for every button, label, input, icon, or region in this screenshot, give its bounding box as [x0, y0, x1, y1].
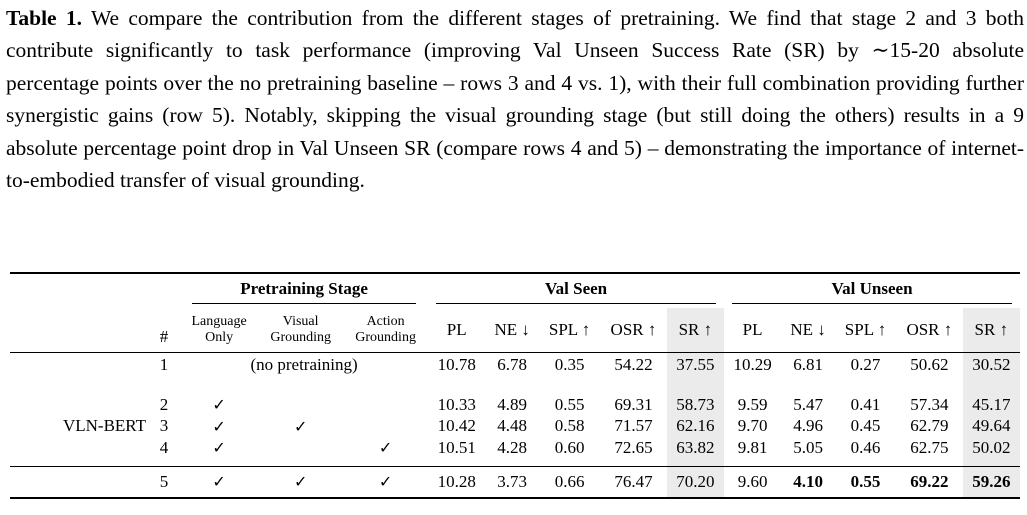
cell: 4.89: [497, 394, 528, 414]
cell: 10.51: [437, 437, 476, 457]
header-seen-sr: SR ↑: [667, 308, 724, 353]
header-val-seen: Val Seen: [428, 273, 724, 308]
cell: 30.52: [963, 353, 1020, 385]
header-seen-ne: NE ↓: [494, 320, 530, 339]
results-table-container: [10, 272, 1020, 499]
cell: 59.26: [963, 466, 1020, 498]
cell: 62.16: [667, 415, 724, 438]
cell: 5.05: [793, 437, 823, 457]
cell: 49.64: [963, 415, 1020, 438]
check-icon: ✓: [293, 416, 308, 436]
table-caption: [6, 2, 1024, 196]
cell: 9.70: [737, 416, 768, 435]
check-icon: ✓: [212, 438, 226, 457]
cell: 4.10: [793, 471, 823, 491]
cell: 71.57: [614, 416, 653, 435]
cell: 54.22: [614, 354, 653, 374]
cell: 0.55: [850, 471, 881, 491]
caption-label: Table 1.: [6, 6, 83, 30]
row-number: 3: [159, 416, 169, 435]
header-unseen-ne: NE ↓: [790, 320, 826, 339]
cell: 6.81: [793, 354, 823, 374]
no-pretraining-label: (no pretraining): [250, 354, 358, 374]
header-unseen-osr: OSR ↑: [906, 320, 953, 339]
header-action-grounding: Action Grounding: [355, 314, 416, 345]
cell: 37.55: [667, 353, 724, 385]
caption-text: We compare the contribution from the different stages of pretraining. We find that stage 2 and 3 both contribute significantly to task performance (improving Val Unseen Success Rate (SR) by ∼15-20 absolute percentage points over the no pretraining baseline – rows 3 and 4 vs. 1), with their full combination providing further synergistic gains (row 5). Notably, skipping the visual grounding stage (but still doing the others) results in a 9 absolute percentage point drop in Val Unseen SR (compare rows 4 and 5) – demonstrating the importance of internet-to-embodied transfer of visual grounding.: [6, 6, 1024, 193]
cell: 76.47: [614, 471, 653, 491]
header-val-unseen: Val Unseen: [724, 273, 1020, 308]
header-unseen-pl: PL: [742, 320, 763, 339]
cell: 0.46: [850, 437, 881, 457]
cell: 0.55: [554, 394, 585, 414]
cell: 58.73: [667, 385, 724, 415]
cell: 63.82: [667, 438, 724, 467]
cell: 69.22: [910, 471, 949, 491]
check-icon: ✓: [293, 472, 308, 492]
check-icon: ✓: [378, 472, 393, 492]
check-icon: ✓: [212, 395, 226, 414]
cell: 0.58: [554, 416, 585, 435]
cell: 57.34: [910, 394, 949, 414]
table-row: [10, 415, 1020, 438]
header-language-only: Language Only: [191, 314, 247, 345]
cell: 0.60: [554, 437, 585, 457]
cell: 4.48: [497, 416, 528, 435]
table-row: [10, 353, 1020, 385]
cell: 10.33: [437, 394, 476, 414]
results-table: [10, 272, 1020, 499]
row-number: 2: [159, 394, 169, 414]
table-row: [10, 438, 1020, 467]
row-number: 1: [159, 354, 169, 374]
cell: 10.29: [733, 354, 772, 374]
cell: 9.81: [737, 437, 768, 457]
cell: 4.28: [497, 437, 528, 457]
table-row: [10, 385, 1020, 415]
cell: 69.31: [614, 394, 653, 414]
cell: 0.27: [850, 354, 881, 374]
cell: 62.75: [910, 437, 949, 457]
header-row-number: #: [159, 327, 169, 346]
cell: 9.60: [737, 471, 768, 491]
header-unseen-sr: SR ↑: [963, 308, 1020, 353]
cell: 70.20: [667, 466, 724, 498]
row-number: 4: [159, 437, 169, 457]
header-unseen-spl: SPL ↑: [844, 320, 887, 339]
cell: 0.45: [850, 416, 881, 435]
header-visual-grounding: Visual Grounding: [270, 314, 331, 345]
column-header-row: [10, 308, 1020, 353]
cell: 6.78: [497, 354, 528, 374]
row-number: 5: [159, 471, 169, 491]
cell: 10.78: [437, 354, 476, 374]
header-seen-osr: OSR ↑: [610, 320, 657, 339]
group-header-row: [10, 273, 1020, 308]
header-seen-spl: SPL ↑: [548, 320, 591, 339]
cell: 62.79: [910, 416, 949, 435]
cell: 45.17: [963, 385, 1020, 415]
table-row: [10, 466, 1020, 498]
cell: 10.28: [437, 471, 476, 491]
model-name: VLN-BERT: [62, 416, 146, 435]
cell: 9.59: [737, 394, 768, 414]
cell: 0.41: [850, 394, 881, 414]
cell: 5.47: [793, 394, 823, 414]
check-icon: ✓: [378, 438, 393, 457]
cell: 3.73: [497, 471, 528, 491]
cell: 72.65: [614, 437, 653, 457]
cell: 0.35: [554, 354, 585, 374]
cell: 50.02: [963, 438, 1020, 467]
header-seen-pl: PL: [446, 320, 467, 339]
header-pretraining-stage: Pretraining Stage: [180, 273, 428, 308]
check-icon: ✓: [212, 472, 226, 492]
cell: 10.42: [437, 416, 476, 435]
check-icon: ✓: [212, 416, 226, 436]
cell: 0.66: [554, 471, 585, 491]
cell: 4.96: [793, 416, 823, 435]
cell: 50.62: [910, 354, 949, 374]
